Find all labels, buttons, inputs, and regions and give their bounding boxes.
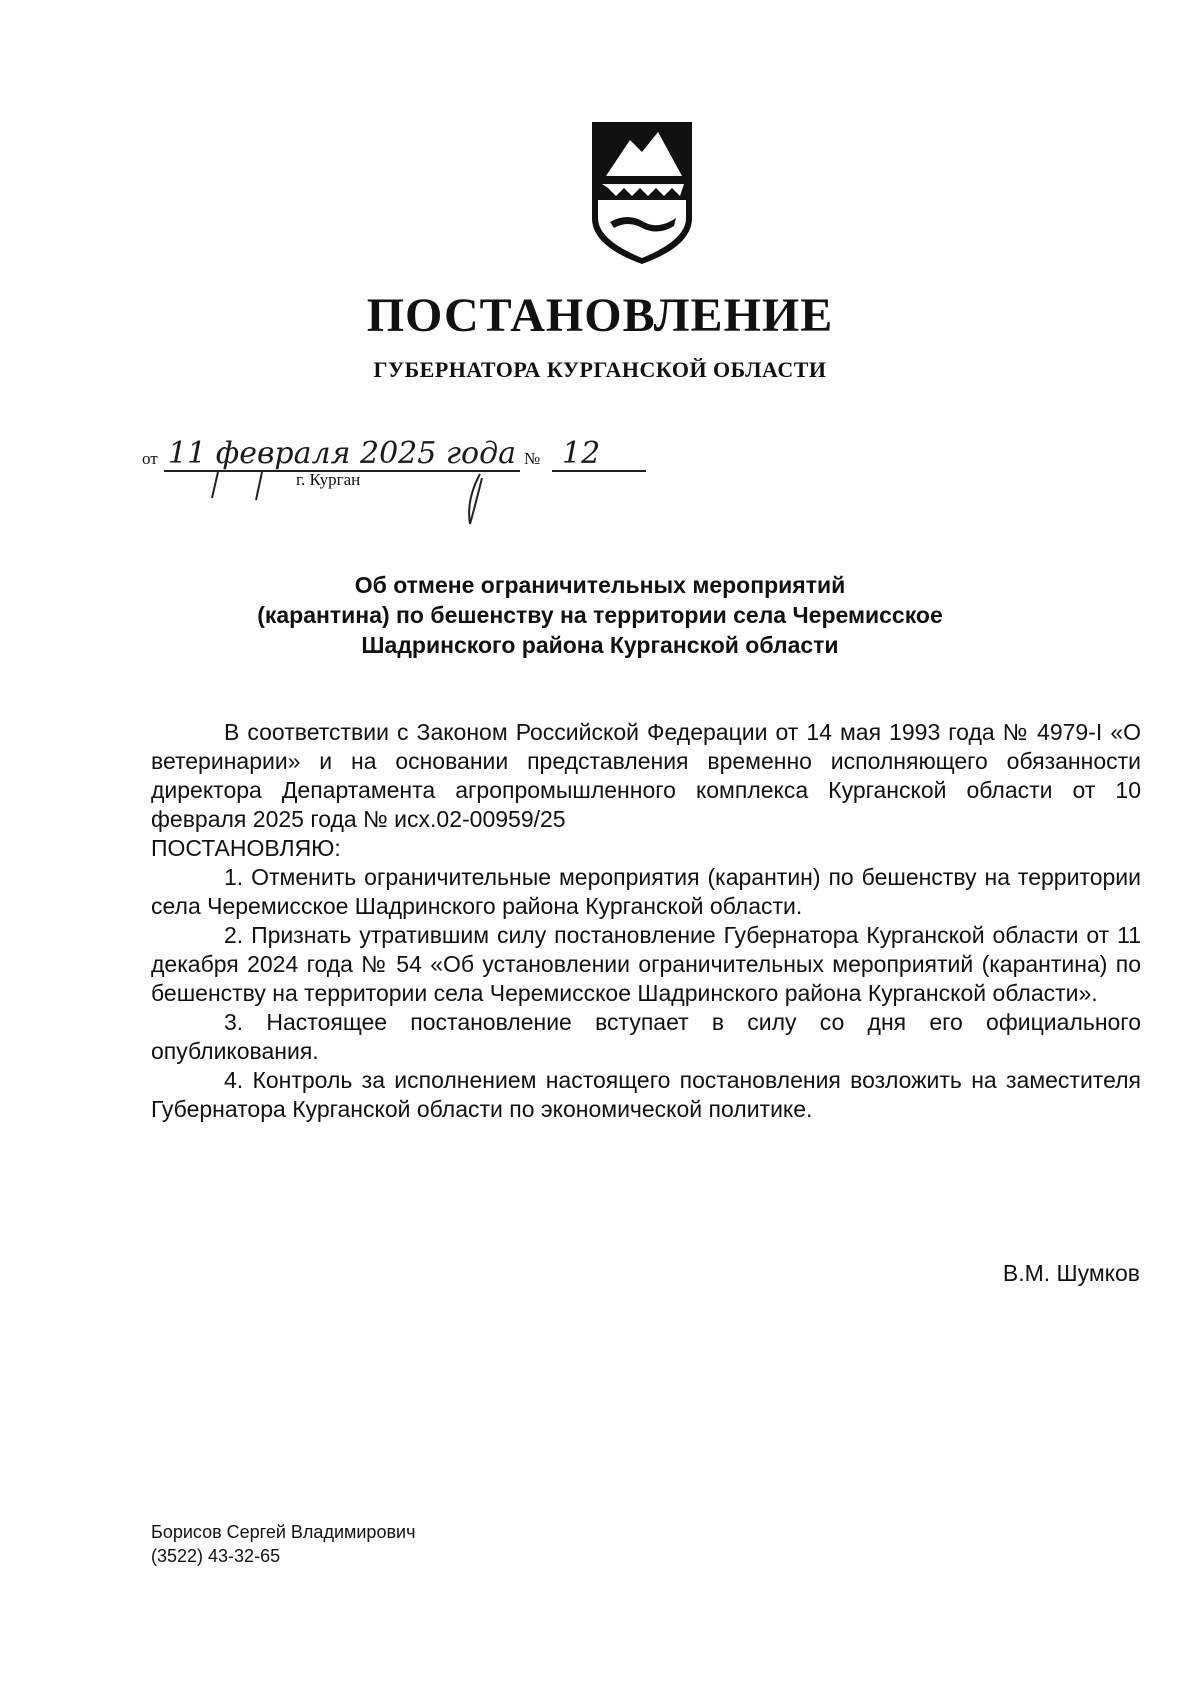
date-prefix: от (142, 449, 158, 468)
heading-line: Об отмене ограничительных мероприятий (354, 572, 846, 598)
preamble-paragraph: В соответствии с Законом Российской Федерации от 14 мая 1993 года № 4979-I «О ветеринарии» и на основании представления временно исполняющего обязанности директора Департамента агропромышленного комплекса Курганской области от 10 февраля 2025 года № исх.02-00959/25 (151, 719, 1141, 832)
heading-line: Шадринского района Курганской области (361, 632, 839, 658)
executor-block (151, 1520, 415, 1568)
clause-4: 4. Контроль за исполнением настоящего постановления возложить на заместителя Губернатора Курганской области по экономической политике. (151, 1067, 1141, 1122)
executor-phone: (3522) 43-32-65 (151, 1546, 281, 1566)
document-heading (0, 570, 1200, 660)
clause-2: 2. Признать утратившим силу постановление Губернатора Курганской области от 11 декабря 2024 года № 54 «Об установлении ограничительных мероприятий (карантина) по бешенству на территории села Черемисское Шадринского района Курганской области». (151, 922, 1141, 1006)
city-label: г. Курган (296, 470, 361, 489)
number-label: № (524, 449, 541, 468)
document-type-title: ПОСТАНОВЛЕНИЕ (366, 289, 834, 342)
clause-1: 1. Отменить ограничительные мероприятия (карантин) по бешенству на территории села Черемисское Шадринского района Курганской области. (151, 864, 1141, 919)
heading-line: (карантина) по бешенству на территории села Черемисское (257, 602, 943, 628)
coat-of-arms-icon (588, 118, 696, 266)
signatory-name: В.М. Шумков (1002, 1260, 1140, 1286)
resolution-keyword: ПОСТАНОВЛЯЮ: (151, 835, 341, 861)
issuer-subtitle: ГУБЕРНАТОРА КУРГАНСКОЙ ОБЛАСТИ (373, 357, 827, 382)
clause-3: 3. Настоящее постановление вступает в силу со дня его официального опубликования. (151, 1009, 1141, 1064)
executor-name: Борисов Сергей Владимирович (151, 1522, 416, 1542)
handwritten-number: 12 (562, 436, 601, 471)
document-body (151, 718, 1141, 1124)
handwritten-date: 11 февраля 2025 года (168, 436, 517, 471)
